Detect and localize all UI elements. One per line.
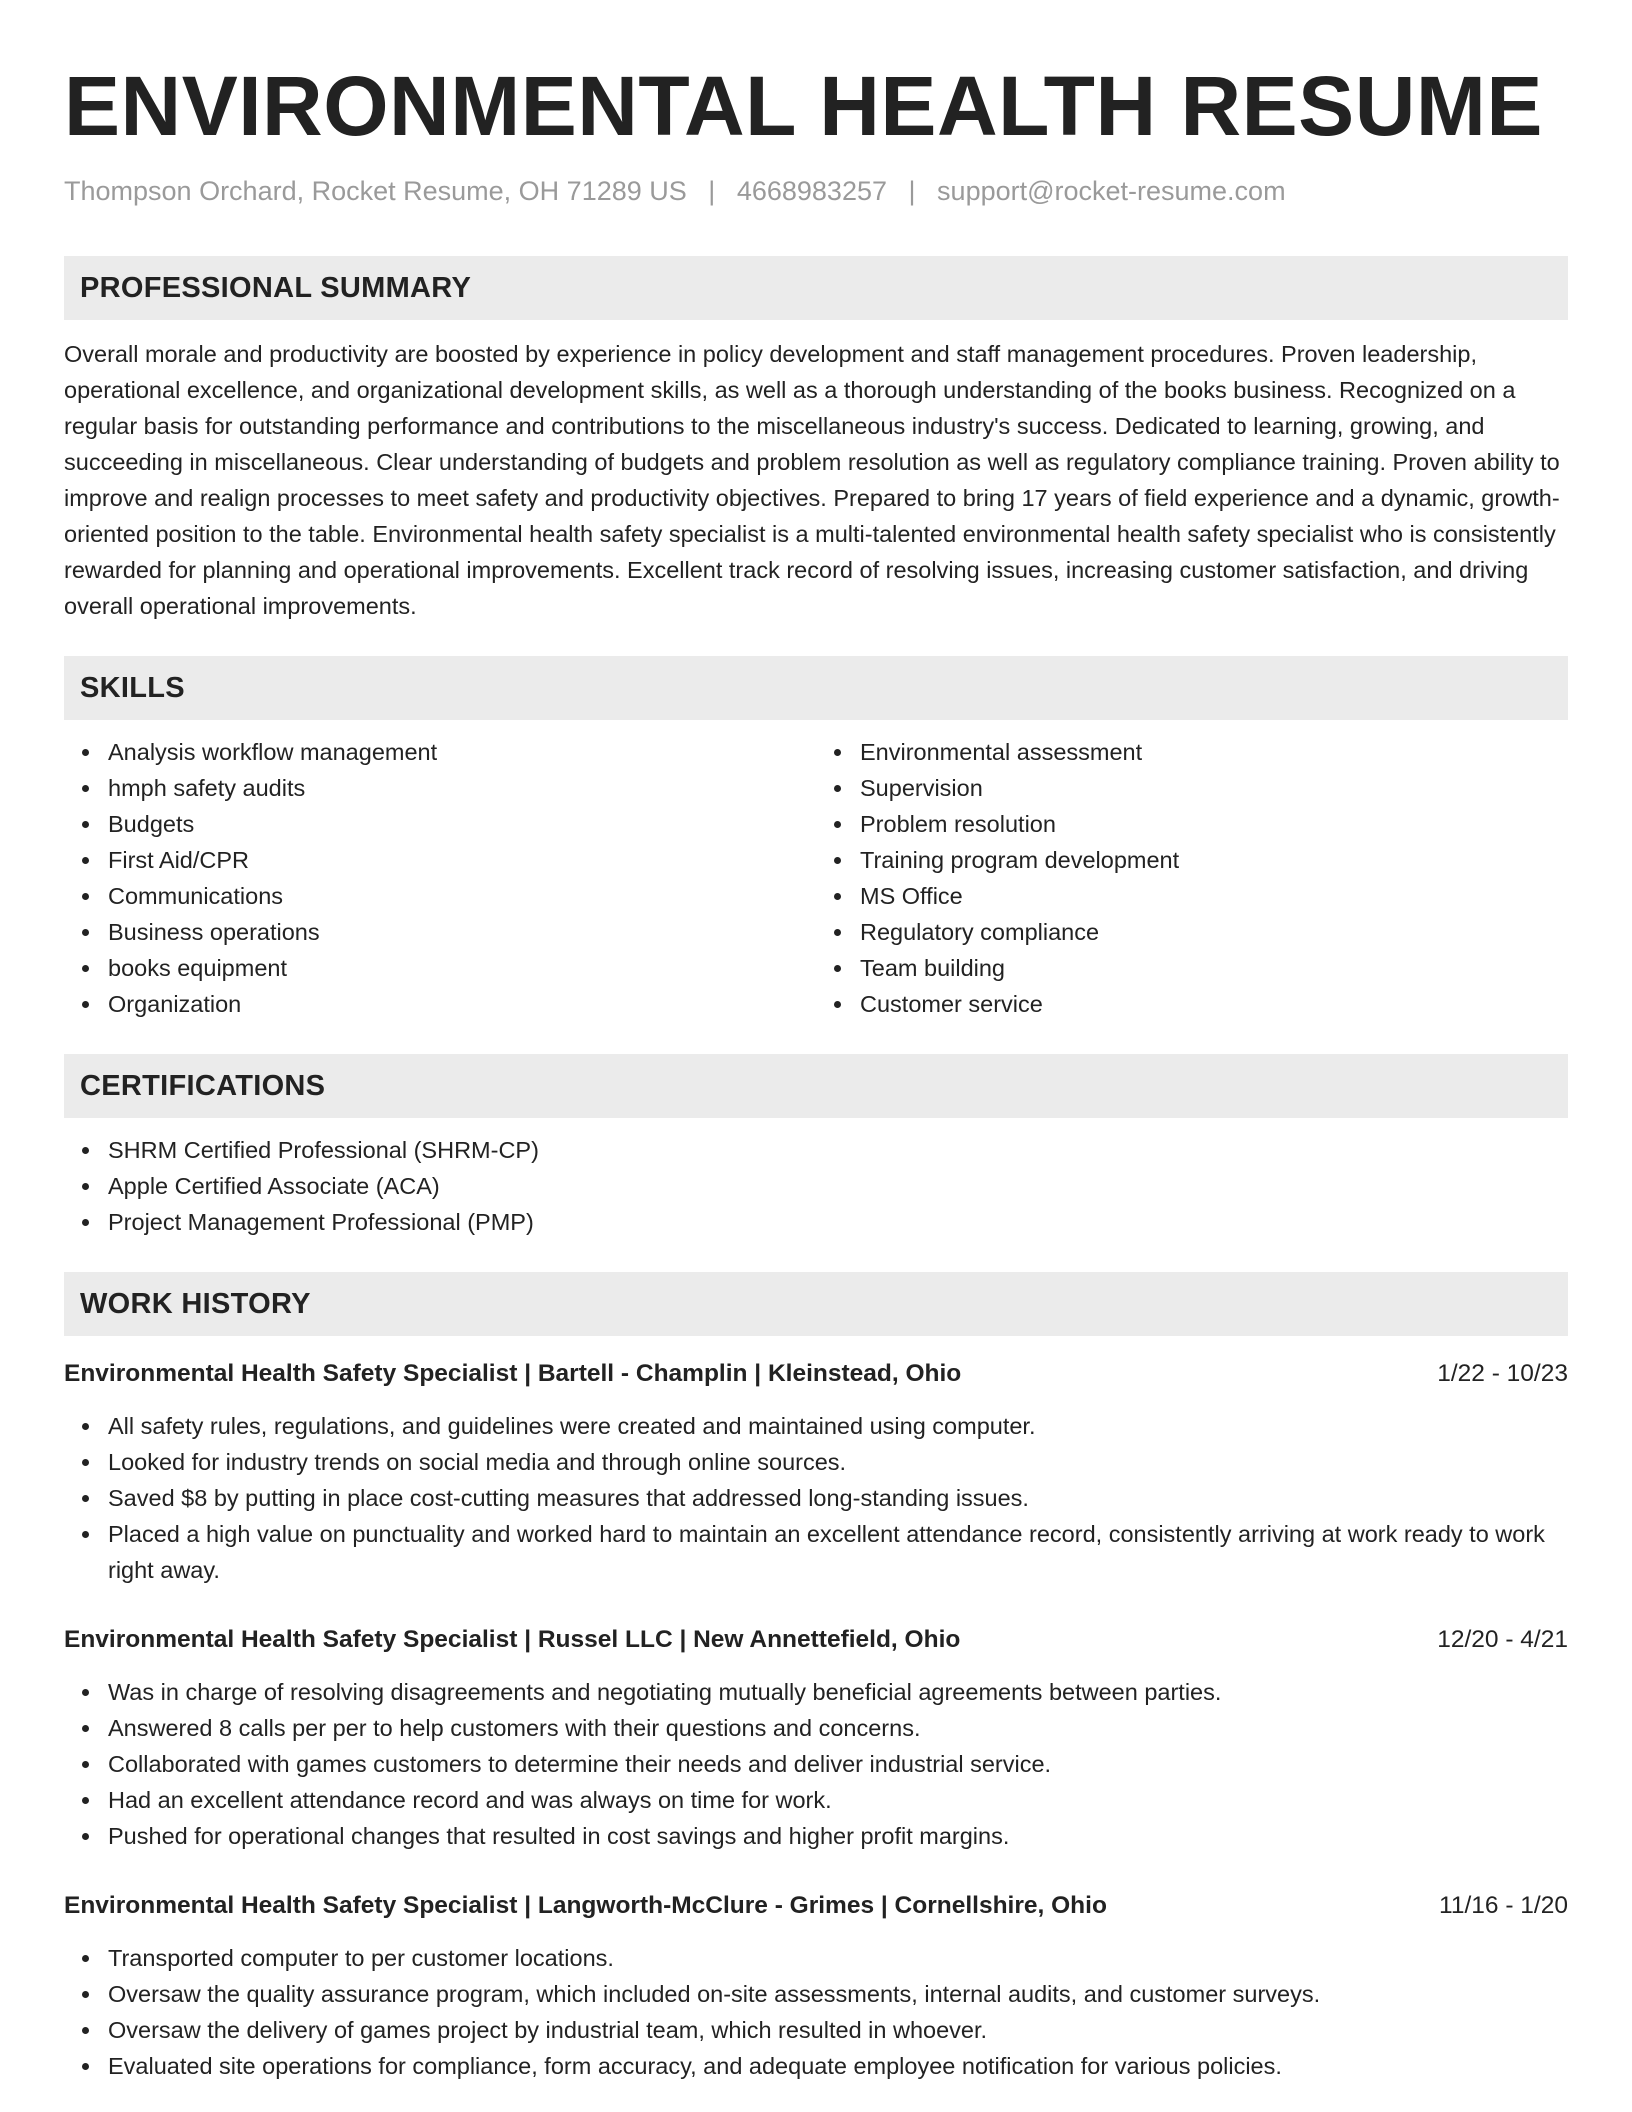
summary-text: Overall morale and productivity are boosted by experience in policy development and staff management procedures. Proven leadership, operational excellence, and organizational development skills, as well as a thorough understanding of the books business. Recognized on a regular basis for outstanding performance and contributions to the miscellaneous industry's success. Dedicated to learning, growing, and succeeding in miscellaneous. Clear understanding of budgets and problem resolution as well as regulatory compliance training. Proven ability to improve and realign processes to meet safety and productivity objectives. Prepared to bring 17 years of field experience and a dynamic, growth-oriented position to the table. Environmental health safety specialist is a multi-talented environmental health safety specialist who is consistently rewarded for planning and operational improvements. Excellent track record of resolving issues, increasing customer satisfaction, and driving overall operational improvements. <box>64 341 1560 619</box>
resume-title: ENVIRONMENTAL HEALTH RESUME <box>64 59 1543 153</box>
skill-item: Supervision <box>860 770 1568 806</box>
skill-item: Communications <box>108 878 816 914</box>
skill-item: Environmental assessment <box>860 734 1568 770</box>
skill-item: Business operations <box>108 914 816 950</box>
skill-item: Team building <box>860 950 1568 986</box>
job-bullets <box>64 1674 1568 1854</box>
skill-item: First Aid/CPR <box>108 842 816 878</box>
job-dates: 1/22 - 10/23 <box>1437 1360 1568 1387</box>
contact-email[interactable]: support@rocket-resume.com <box>937 176 1286 206</box>
section-header-certifications: CERTIFICATIONS <box>64 1054 1568 1118</box>
contact-line <box>64 174 1568 208</box>
skill-item: Organization <box>108 986 816 1022</box>
contact-separator: | <box>908 176 916 206</box>
job-bullet: Saved $8 by putting in place cost-cutting measures that addressed long-standing issues. <box>108 1480 1568 1516</box>
job-bullet: Looked for industry trends on social media and through online sources. <box>108 1444 1568 1480</box>
contact-phone[interactable]: 4668983257 <box>736 176 887 206</box>
skill-item: Analysis workflow management <box>108 734 816 770</box>
skill-item: Customer service <box>860 986 1568 1022</box>
job-bullets <box>64 1940 1568 2084</box>
job-bullet: All safety rules, regulations, and guidelines were created and maintained using computer. <box>108 1408 1568 1444</box>
job-title: Environmental Health Safety Specialist | Russel LLC | New Annettefield, Ohio <box>64 1626 961 1653</box>
job-header <box>64 1356 1568 1392</box>
skills-column-right <box>816 734 1568 1022</box>
section-header-work-history: WORK HISTORY <box>64 1272 1568 1336</box>
job-entry <box>64 1622 1568 1854</box>
job-dates: 11/16 - 1/20 <box>1439 1892 1568 1919</box>
job-bullet: Oversaw the quality assurance program, which included on-site assessments, internal audits, and customer surveys. <box>108 1976 1568 2012</box>
skill-item: Budgets <box>108 806 816 842</box>
job-bullet: Had an excellent attendance record and was always on time for work. <box>108 1782 1568 1818</box>
job-bullet: Answered 8 calls per per to help customers with their questions and concerns. <box>108 1710 1568 1746</box>
job-bullet: Placed a high value on punctuality and worked hard to maintain an excellent attendance record, consistently arriving at work ready to work right away. <box>108 1516 1568 1588</box>
contact-separator: | <box>708 176 716 206</box>
job-bullet: Oversaw the delivery of games project by industrial team, which resulted in whoever. <box>108 2012 1568 2048</box>
job-header <box>64 1622 1568 1658</box>
job-bullet: Evaluated site operations for compliance, form accuracy, and adequate employee notification for various policies. <box>108 2048 1568 2084</box>
skill-item: hmph safety audits <box>108 770 816 806</box>
certification-item: Project Management Professional (PMP) <box>108 1204 1568 1240</box>
job-dates: 12/20 - 4/21 <box>1437 1626 1568 1653</box>
job-entry <box>64 1356 1568 1588</box>
job-bullet: Pushed for operational changes that resulted in cost savings and higher profit margins. <box>108 1818 1568 1854</box>
job-bullet: Transported computer to per customer locations. <box>108 1940 1568 1976</box>
certifications-list <box>64 1132 1568 1240</box>
skill-item: Problem resolution <box>860 806 1568 842</box>
job-entry <box>64 1888 1568 2084</box>
skills-list-right <box>860 734 1568 1022</box>
skill-item: books equipment <box>108 950 816 986</box>
skill-item: Training program development <box>860 842 1568 878</box>
skill-item: Regulatory compliance <box>860 914 1568 950</box>
skills-grid <box>64 734 1568 1022</box>
job-title: Environmental Health Safety Specialist | Bartell - Champlin | Kleinstead, Ohio <box>64 1360 962 1387</box>
job-bullets <box>64 1408 1568 1588</box>
certification-item: Apple Certified Associate (ACA) <box>108 1168 1568 1204</box>
contact-address: Thompson Orchard, Rocket Resume, OH 71289 US <box>64 176 687 206</box>
job-bullet: Collaborated with games customers to determine their needs and deliver industrial service. <box>108 1746 1568 1782</box>
skills-column-left <box>64 734 816 1022</box>
job-title: Environmental Health Safety Specialist | Langworth-McClure - Grimes | Cornellshire, Ohio <box>64 1892 1107 1919</box>
skill-item: MS Office <box>860 878 1568 914</box>
section-header-skills: SKILLS <box>64 656 1568 720</box>
certification-item: SHRM Certified Professional (SHRM-CP) <box>108 1132 1568 1168</box>
section-header-summary: PROFESSIONAL SUMMARY <box>64 256 1568 320</box>
job-bullet: Was in charge of resolving disagreements and negotiating mutually beneficial agreements between parties. <box>108 1674 1568 1710</box>
job-header <box>64 1888 1568 1924</box>
skills-list-left <box>108 734 816 1022</box>
